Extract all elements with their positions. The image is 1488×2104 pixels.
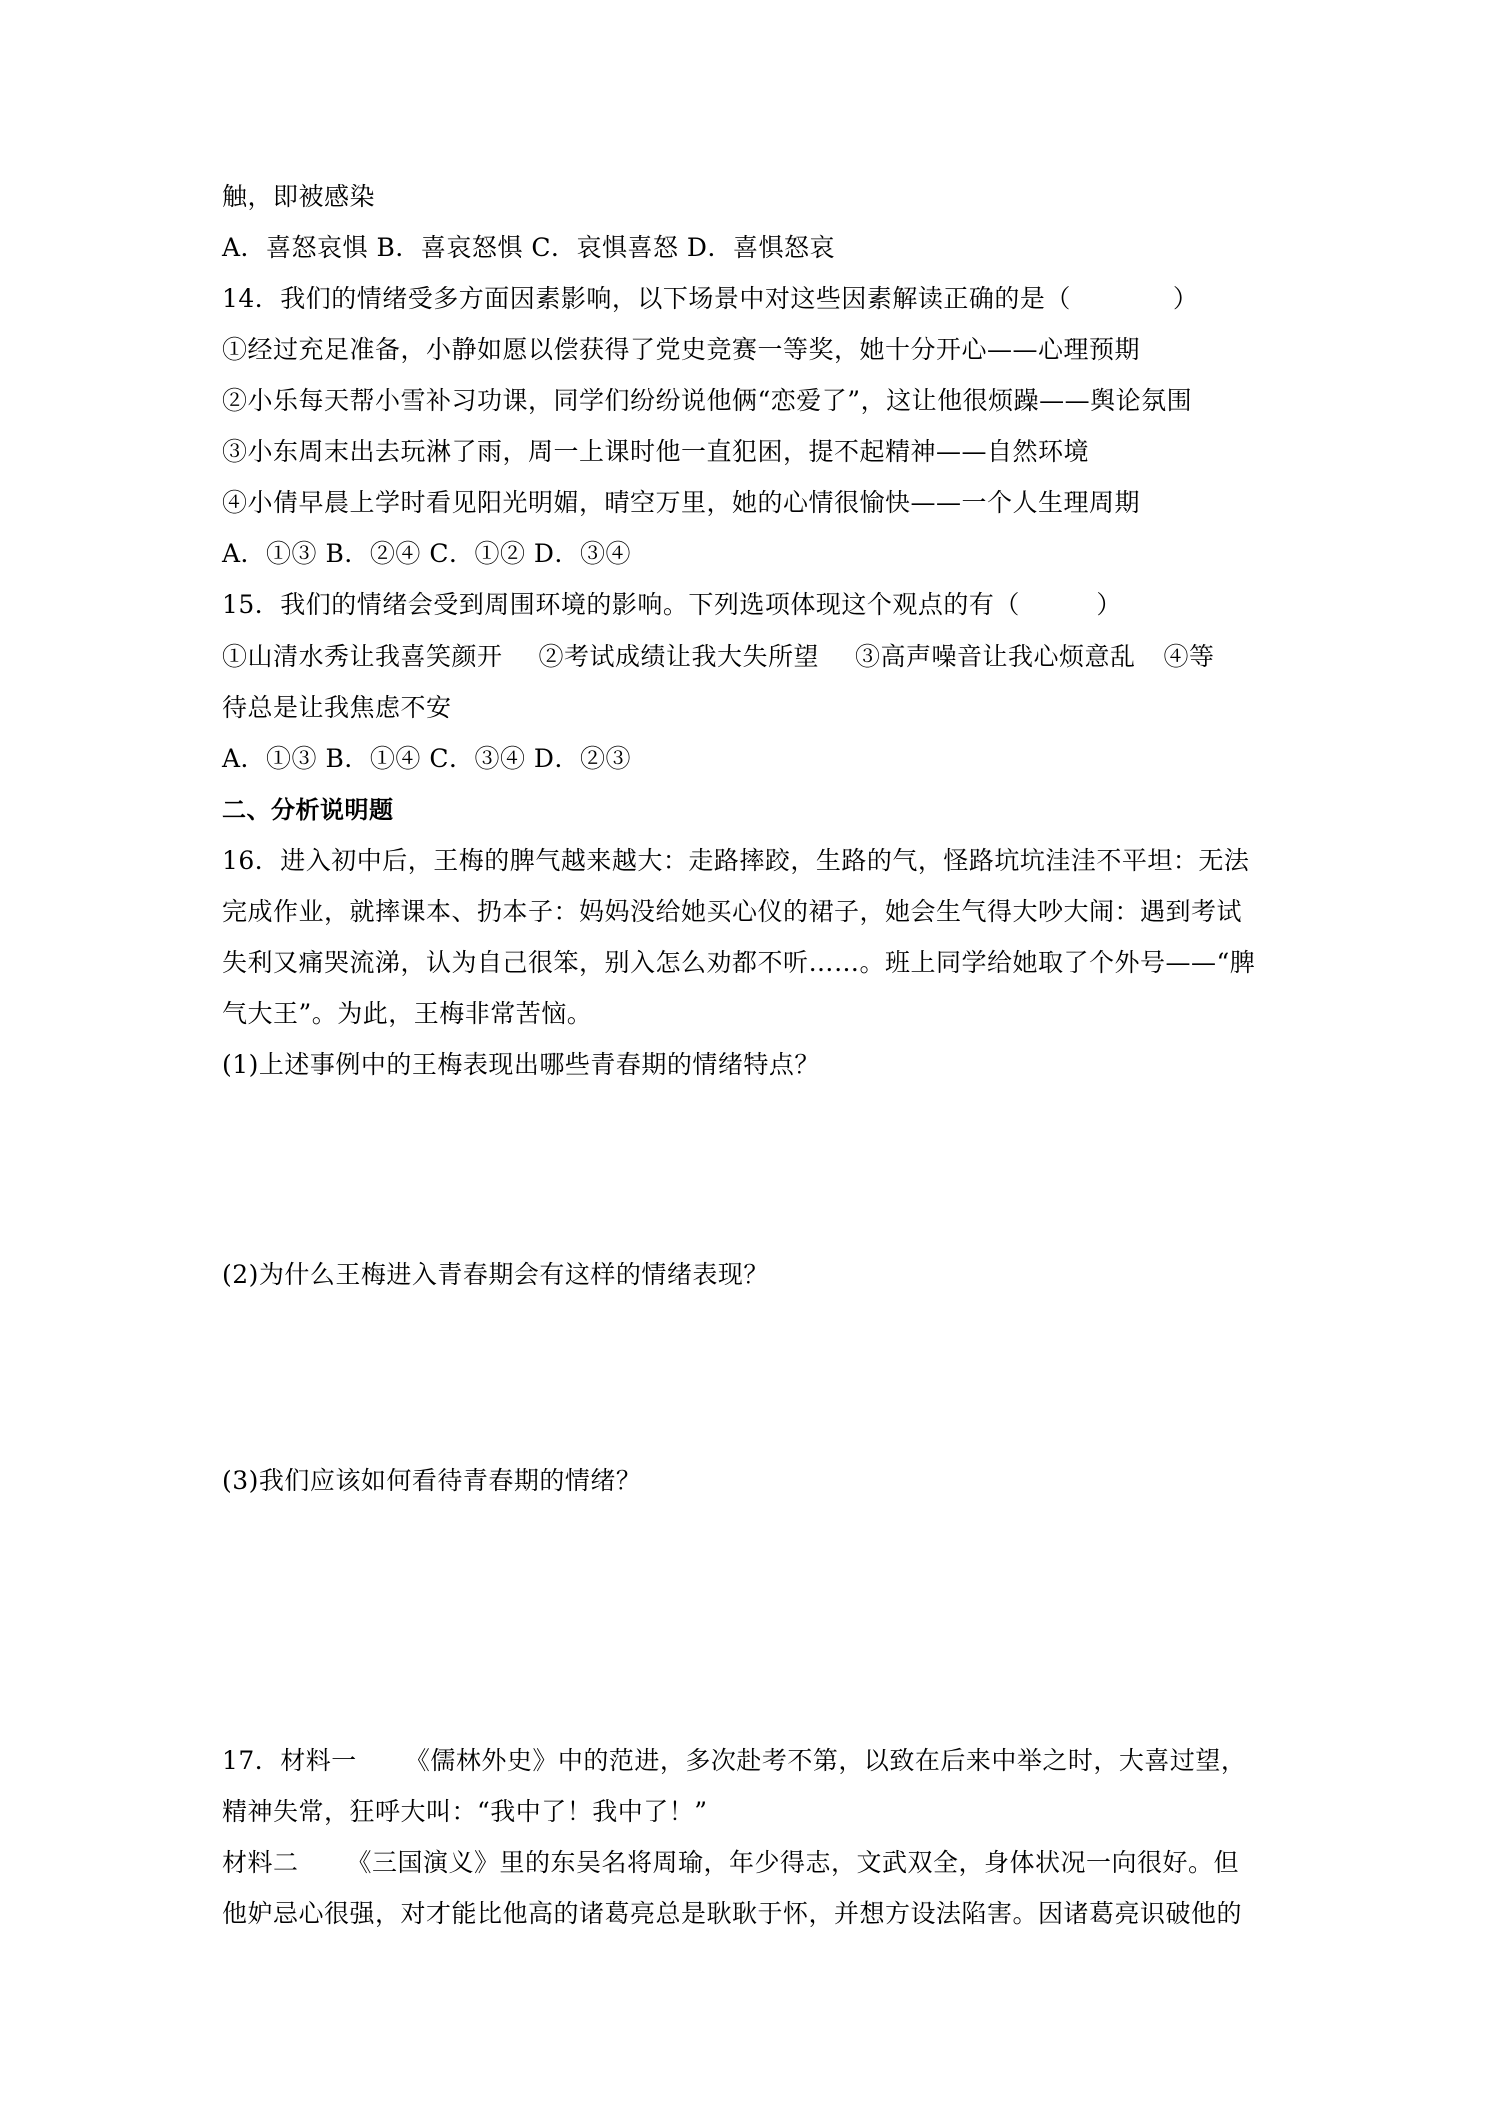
question-16-subquestion-1: (1)上述事例中的王梅表现出哪些青春期的情绪特点？	[222, 1050, 820, 1079]
material-2-label: 材料二	[222, 1848, 299, 1877]
material-1-text: 《儒林外史》中的范进，多次赴考不第，以致在后来中举之时，大喜过望，	[404, 1746, 1247, 1775]
question-17-material-2-line-2: 他妒忌心很强，对才能比他高的诸葛亮总是耿耿于怀，并想方设法陷害。因诸葛亮识破他的	[222, 1899, 1243, 1928]
question-14-item-1: ①经过充足准备，小静如愿以偿获得了党史竞赛一等奖，她十分开心——心理预期	[222, 335, 1141, 364]
question-15-item-2: ②考试成绩让我大失所望	[538, 642, 820, 671]
question-14-stem: 14．我们的情绪受多方面因素影响，以下场景中对这些因素解读正确的是（ ）	[222, 284, 1199, 313]
question-15-item-1: ①山清水秀让我喜笑颜开	[222, 642, 503, 671]
question-16-line-4: 气大王”。为此，王梅非常苦恼。	[222, 999, 593, 1028]
question-14-item-3: ③小东周末出去玩淋了雨，周一上课时他一直犯困，提不起精神——自然环境	[222, 437, 1090, 466]
question-15-item-4-end: 待总是让我焦虑不安	[222, 693, 452, 722]
question-16-line-2: 完成作业，就摔课本、扔本子：妈妈没给她买心仪的裙子，她会生气得大吵大闹：遇到考试	[222, 897, 1243, 926]
question-16-line-3: 失利又痛哭流涕，认为自己很笨，别入怎么劝都不听……。班上同学给她取了个外号——“脾	[222, 948, 1256, 977]
question-15-item-4-start: ④等	[1163, 642, 1215, 671]
question-17-material-2-line-1	[222, 1846, 1239, 1880]
question-17-material-1-line-2: 精神失常，狂呼大叫：“我中了！我中了！”	[222, 1797, 708, 1826]
material-1-label: 17．材料一	[222, 1746, 357, 1775]
question-15-item-3: ③高声噪音让我心烦意乱	[855, 642, 1136, 671]
section-heading-analysis: 二、分析说明题	[222, 796, 394, 824]
question-13-options: A．喜怒哀惧 B．喜哀怒惧 C．哀惧喜怒 D．喜惧怒哀	[222, 233, 835, 262]
question-16-subquestion-3: (3)我们应该如何看待青春期的情绪？	[222, 1466, 642, 1495]
question-14-item-4: ④小倩早晨上学时看见阳光明媚，晴空万里，她的心情很愉快——一个人生理周期	[222, 488, 1141, 517]
question-14-item-2: ②小乐每天帮小雪补习功课，同学们纷纷说他俩“恋爱了”，这让他很烦躁——舆论氛围	[222, 386, 1193, 415]
question-17-material-1-line-1	[222, 1744, 1246, 1778]
question-14-options: A．①③ B．②④ C．①② D．③④	[222, 539, 631, 568]
question-15-stem: 15．我们的情绪会受到周围环境的影响。下列选项体现这个观点的有（ ）	[222, 590, 1122, 619]
material-2-text: 《三国演义》里的东吴名将周瑜，年少得志，文武双全，身体状况一向很好。但	[346, 1848, 1240, 1877]
question-15-options: A．①③ B．①④ C．③④ D．②③	[222, 744, 631, 773]
question-16-subquestion-2: (2)为什么王梅进入青春期会有这样的情绪表现？	[222, 1260, 769, 1289]
question-15-items	[222, 640, 1215, 674]
question-16-line-1: 16．进入初中后，王梅的脾气越来越大：走路摔跤，生路的气，怪路坑坑洼洼不平坦：无法	[222, 846, 1250, 875]
question-13-continuation: 触，即被感染	[222, 182, 376, 211]
